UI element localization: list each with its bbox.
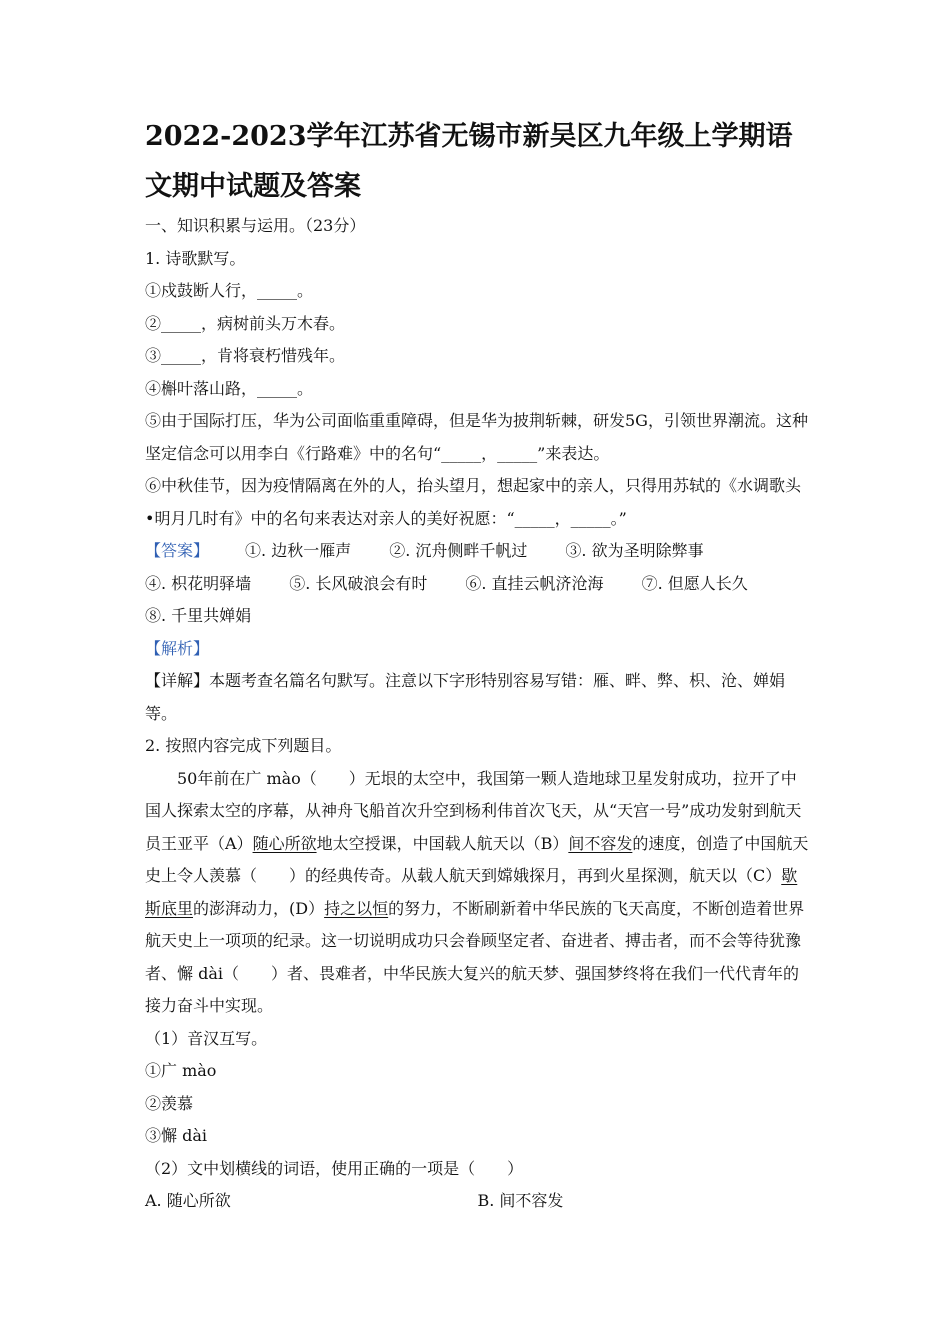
- answer-item: ⑤. 长风破浪会有时: [289, 573, 428, 593]
- underlined-term-b: 间不容发: [568, 833, 633, 853]
- section-heading: 一、知识积累与运用。（23分）: [145, 216, 366, 235]
- sub-question-1-item: ①广 mào: [145, 1061, 217, 1080]
- sub-question-1-item: ③懈 dài: [145, 1126, 207, 1145]
- question-2-stem: 2. 按照内容完成下列题目。: [145, 736, 342, 755]
- detail-tag: 【详解】: [145, 671, 210, 690]
- passage-text: 地太空授课，中国载人航天以（B）: [316, 833, 569, 853]
- option-a: A. 随心所欲: [145, 1191, 231, 1210]
- answer-item: ①. 边秋一雁声: [245, 541, 352, 560]
- passage-text: 50年前在广 mào（ ）无垠的太空中，我国第一颗人造地球卫星发射成功，拉开了中国人探索太空的序幕，从神舟飞船首次升空到杨利伟首次飞天，从“天宫一号”成功发射到航天员王亚平（A）: [145, 768, 802, 853]
- sub-question-1-item: ②羡慕: [145, 1093, 194, 1113]
- sub-question-1: （1）音汉互写。: [145, 1028, 268, 1048]
- answer-block: [145, 535, 810, 633]
- reading-passage: [145, 763, 810, 1023]
- answer-item: ④. 枳花明驿墙: [145, 573, 252, 593]
- answer-item: ③. 欲为圣明除弊事: [565, 541, 704, 560]
- detail-paragraph: [145, 665, 810, 730]
- question-1-stem: 1. 诗歌默写。: [145, 248, 246, 268]
- question-1-item: ①戍鼓断人行，_____。: [145, 281, 314, 300]
- document-body: [145, 210, 810, 1218]
- question-1-item: ③_____，肯将衰朽惜残年。: [145, 346, 346, 365]
- underlined-term-d: 持之以恒: [324, 898, 389, 918]
- answer-item: ⑥. 直挂云帆济沧海: [465, 573, 604, 593]
- question-1-item: ⑤由于国际打压，华为公司面临重重障碍，但是华为披荆斩棘，研发5G，引领世界潮流。这种坚定信念可以用李白《行路难》中的名句“_____，_____”来表达。: [145, 411, 808, 463]
- detail-text: 本题考查名篇名句默写。注意以下字形特别容易写错：雁、畔、弊、枳、沧、婵娟等。: [145, 671, 786, 723]
- answer-tag: 【答案】: [145, 541, 210, 560]
- option-b: B. 间不容发: [477, 1191, 564, 1210]
- answer-item: ⑦. 但愿人长久: [641, 573, 748, 593]
- passage-text: 的努力，不断刷新着中华民族的飞天高度，不断创造着世界航天史上一项项的纪录。这一切说明成功只会眷顾坚定者、奋进者、搏击者，而不会等待犹豫者、懈 dài（ ）者、畏难者，中华民族大复兴的航天梦、强国梦终将在我们一代代青年的接力奋斗中实现。: [145, 898, 805, 1015]
- underlined-term-a: 随心所欲: [252, 833, 317, 853]
- passage-text: 的速度，创造了中国航天史上令人羡慕（ ）的经典传奇。从载人航天到嫦娥探月，再到火星探测，航天以（C）: [145, 833, 809, 885]
- option-row: [145, 1185, 810, 1218]
- answer-item: ⑧. 千里共婵娟: [145, 606, 252, 625]
- question-1-item: ⑥中秋佳节，因为疫情隔离在外的人，抬头望月，想起家中的亲人，只得用苏轼的《水调歌头•明月几时有》中的名句来表达对亲人的美好祝愿：“_____，_____。”: [145, 476, 802, 528]
- passage-text: 的澎湃动力，(D）: [193, 898, 325, 918]
- page-title: 2022-2023学年江苏省无锡市新吴区九年级上学期语文期中试题及答案: [145, 121, 793, 202]
- answer-item: ②. 沉舟侧畔千帆过: [389, 541, 528, 560]
- question-1-item: ②_____，病树前头万木春。: [145, 313, 346, 333]
- sub-question-2: （2）文中划横线的词语，使用正确的一项是（ ）: [145, 1158, 524, 1178]
- analysis-tag: 【解析】: [145, 638, 210, 658]
- question-1-item: ④槲叶落山路，_____。: [145, 378, 314, 398]
- underlined-term-c: 歇斯底里: [145, 866, 798, 918]
